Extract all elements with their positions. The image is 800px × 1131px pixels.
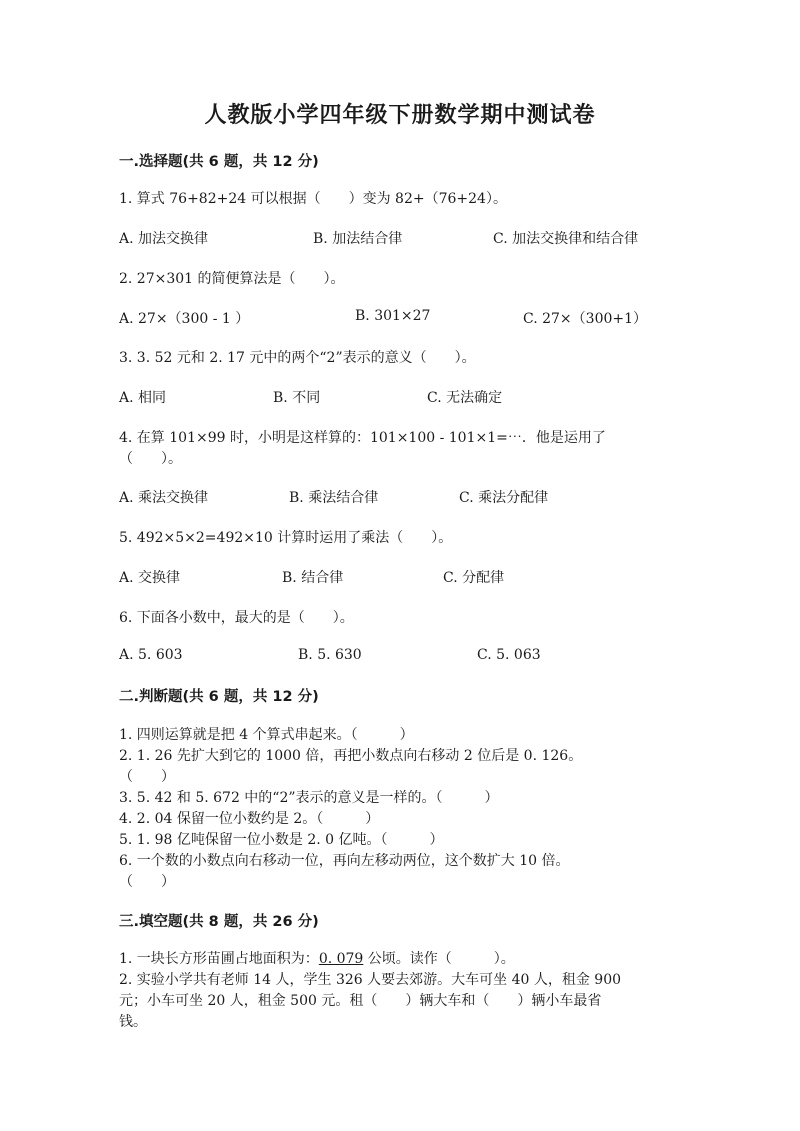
judgement-line: 2. 1. 26 先扩大到它的 1000 倍，再把小数点向右移动 2 位后是 0. 126。 <box>119 748 583 764</box>
option-c: C. 分配律 <box>443 570 505 586</box>
section-heading-choice: 一.选择题(共 6 题，共 12 分) <box>119 154 319 170</box>
question-text: 3. 3. 52 元和 2. 17 元中的两个“2”表示的意义（ ）。 <box>119 350 476 366</box>
fill-blank-suffix: 公顷。读作（ ）。 <box>363 951 515 967</box>
judgement-line: 5. 1. 98 亿吨保留一位小数是 2. 0 亿吨。（ ） <box>119 832 444 848</box>
option-b: B. 加法结合律 <box>313 231 403 247</box>
question-text: 6. 下面各小数中，最大的是（ ）。 <box>119 610 354 626</box>
judgement-line: 4. 2. 04 保留一位小数约是 2。（ ） <box>119 811 380 827</box>
judgement-line: （ ） <box>119 769 175 785</box>
option-c: C. 27×（300+1） <box>523 311 648 327</box>
option-a: A. 交换律 <box>119 570 181 586</box>
question-text: 2. 27×301 的简便算法是（ ）。 <box>119 271 345 287</box>
judgement-line: 1. 四则运算就是把 4 个算式串起来。（ ） <box>119 727 414 743</box>
judgement-line: 3. 5. 42 和 5. 672 中的“2”表示的意义是一样的。（ ） <box>119 790 499 806</box>
option-a: A. 加法交换律 <box>119 231 209 247</box>
fill-blank-line: 2. 实验小学共有老师 14 人，学生 326 人要去郊游。大车可坐 40 人，租金 900 <box>119 972 622 988</box>
option-b: B. 乘法结合律 <box>289 490 379 506</box>
fill-blank-line: 钱。 <box>119 1014 147 1030</box>
option-a: A. 乘法交换律 <box>119 490 209 506</box>
option-b: B. 结合律 <box>282 570 344 586</box>
option-c: C. 无法确定 <box>427 390 503 406</box>
fill-blank-line: 元；小车可坐 20 人，租金 500 元。租（ ）辆大车和（ ）辆小车最省 <box>119 993 602 1009</box>
option-a: A. 5. 603 <box>119 647 183 663</box>
question-text: 5. 492×5×2=492×10 计算时运用了乘法（ ）。 <box>119 530 453 546</box>
section-heading-fill-blank: 三.填空题(共 8 题，共 26 分) <box>119 914 319 930</box>
option-b: B. 301×27 <box>355 308 431 324</box>
option-c: C. 5. 063 <box>477 647 541 663</box>
option-b: B. 不同 <box>273 390 321 406</box>
judgement-line: 6. 一个数的小数点向右移动一位，再向左移动两位，这个数扩大 10 倍。 <box>119 853 570 869</box>
option-a: A. 27×（300 - 1 ） <box>119 311 250 327</box>
option-b: B. 5. 630 <box>298 647 362 663</box>
option-a: A. 相同 <box>119 390 167 406</box>
question-text: 4. 在算 101×99 时，小明是这样算的：101×100 - 101×1=⋯．他是运用了 <box>119 430 606 446</box>
question-text: 1. 算式 76+82+24 可以根据（ ）变为 82+（76+24）。 <box>119 191 507 207</box>
judgement-line: （ ） <box>119 874 175 890</box>
fill-blank-question <box>119 948 515 968</box>
page-title: 人教版小学四年级下册数学期中测试卷 <box>204 103 596 128</box>
underlined-value: 0. 079 <box>318 951 364 967</box>
fill-blank-prefix: 1. 一块长方形苗圃占地面积为： <box>119 951 319 967</box>
question-text-continued: （ ）。 <box>119 451 182 467</box>
section-heading-judgement: 二.判断题(共 6 题，共 12 分) <box>119 689 319 705</box>
option-c: C. 乘法分配律 <box>459 490 549 506</box>
option-c: C. 加法交换律和结合律 <box>493 231 639 247</box>
